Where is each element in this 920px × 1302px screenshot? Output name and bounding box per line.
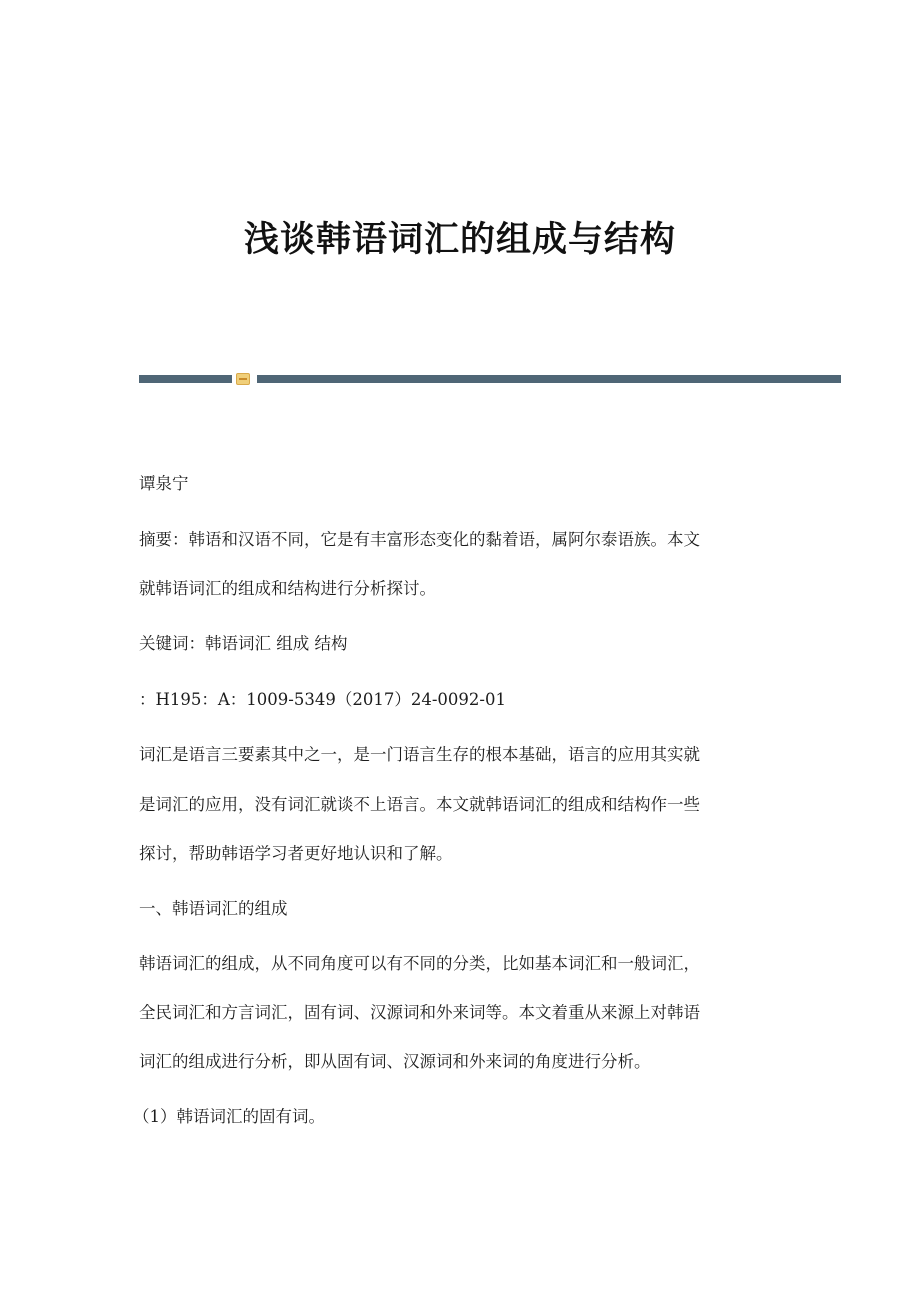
document-title: 浅谈韩语词汇的组成与结构	[243, 219, 676, 260]
divider-ornament-icon	[236, 373, 250, 385]
intro-line-2: 是词汇的应用，没有词汇就谈不上语言。本文就韩语词汇的组成和结构作一些	[139, 795, 700, 814]
title-divider	[139, 372, 841, 386]
abstract-line-1: 摘要：韩语和汉语不同，它是有丰富形态变化的黏着语，属阿尔泰语族。本文	[139, 530, 700, 549]
keywords: 关键词：韩语词汇 组成 结构	[139, 634, 348, 653]
section-1-line-1: 韩语词汇的组成，从不同角度可以有不同的分类，比如基本词汇和一般词汇，	[139, 954, 700, 973]
classification-code: ：H195：A：1009-5349（2017）24-0092-01	[139, 690, 506, 709]
section-1-heading: 一、韩语词汇的组成	[139, 899, 288, 918]
divider-bar-left	[139, 375, 232, 383]
section-1-line-3: 词汇的组成进行分析，即从固有词、汉源词和外来词的角度进行分析。	[139, 1052, 651, 1071]
divider-bar-right	[257, 375, 841, 383]
author-name: 谭泉宁	[139, 474, 189, 493]
abstract-line-2: 就韩语词汇的组成和结构进行分析探讨。	[139, 579, 436, 598]
section-1-line-2: 全民词汇和方言词汇，固有词、汉源词和外来词等。本文着重从来源上对韩语	[139, 1003, 700, 1022]
subsection-1-heading: （1）韩语词汇的固有词。	[133, 1107, 325, 1126]
intro-line-3: 探讨，帮助韩语学习者更好地认识和了解。	[139, 844, 453, 863]
intro-line-1: 词汇是语言三要素其中之一，是一门语言生存的根本基础，语言的应用其实就	[139, 745, 700, 764]
